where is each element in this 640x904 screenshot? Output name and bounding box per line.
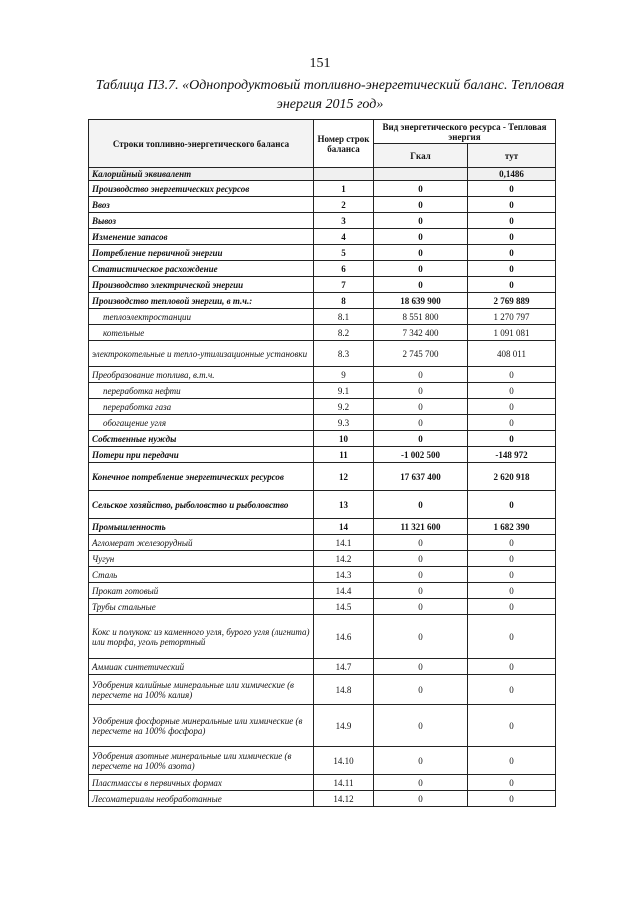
row-number: 11	[314, 447, 374, 463]
value-tut: 2 620 918	[468, 463, 556, 491]
table-row	[89, 491, 556, 519]
row-label: Вывоз	[89, 213, 314, 229]
table-row	[89, 309, 556, 325]
row-label: Удобрения калийные минеральные или химические (в пересчете на 100% калия)	[89, 675, 314, 705]
row-number: 2	[314, 197, 374, 213]
row-label: Удобрения фосфорные минеральные или химические (в пересчете на 100% фосфора)	[89, 705, 314, 747]
row-label: Трубы стальные	[89, 599, 314, 615]
value-gcal: 0	[374, 705, 468, 747]
row-label: Калорийный эквивалент	[89, 168, 314, 181]
row-label: Пластмассы в первичных формах	[89, 775, 314, 791]
table-row	[89, 383, 556, 399]
value-gcal: 0	[374, 775, 468, 791]
row-number: 14.5	[314, 599, 374, 615]
table-row	[89, 181, 556, 197]
value-tut: 0,1486	[468, 168, 556, 181]
row-label: Агломерат железорудный	[89, 535, 314, 551]
row-number: 14.7	[314, 659, 374, 675]
value-tut: 0	[468, 213, 556, 229]
value-tut: 0	[468, 583, 556, 599]
row-number: 14.6	[314, 615, 374, 659]
row-label: Промышленность	[89, 519, 314, 535]
value-tut: 0	[468, 791, 556, 807]
row-number: 14	[314, 519, 374, 535]
value-gcal: 0	[374, 747, 468, 775]
value-gcal: 0	[374, 491, 468, 519]
row-number: 8.3	[314, 341, 374, 367]
row-label: Производство энергетических ресурсов	[89, 181, 314, 197]
value-gcal: 0	[374, 567, 468, 583]
table-row	[89, 705, 556, 747]
value-gcal: 0	[374, 615, 468, 659]
row-label: Производство электрической энергии	[89, 277, 314, 293]
row-number: 14.4	[314, 583, 374, 599]
value-tut: 0	[468, 181, 556, 197]
row-number: 9	[314, 367, 374, 383]
table-row	[89, 659, 556, 675]
row-label: Потери при передачи	[89, 447, 314, 463]
value-tut: 0	[468, 551, 556, 567]
row-number: 8.1	[314, 309, 374, 325]
row-number: 9.1	[314, 383, 374, 399]
table-row	[89, 261, 556, 277]
value-gcal: 0	[374, 229, 468, 245]
value-gcal: 0	[374, 583, 468, 599]
table-row	[89, 213, 556, 229]
row-label: Кокс и полукокс из каменного угля, бурого угля (лигнита) или торфа, уголь ретортный	[89, 615, 314, 659]
row-number: 1	[314, 181, 374, 197]
table-row	[89, 277, 556, 293]
row-number: 14.12	[314, 791, 374, 807]
row-label: Конечное потребление энергетических ресурсов	[89, 463, 314, 491]
row-label: Аммиак синтетический	[89, 659, 314, 675]
row-number: 12	[314, 463, 374, 491]
value-tut: -148 972	[468, 447, 556, 463]
value-gcal: 0	[374, 383, 468, 399]
row-number: 8.2	[314, 325, 374, 341]
row-label: обогащение угля	[89, 415, 314, 431]
table-row	[89, 168, 556, 181]
row-label: Чугун	[89, 551, 314, 567]
value-gcal: 8 551 800	[374, 309, 468, 325]
row-label: электрокотельные и тепло-утилизационные установки	[89, 341, 314, 367]
header-unit-gcal: Гкал	[374, 144, 468, 168]
row-number: 14.10	[314, 747, 374, 775]
row-label: Ввоз	[89, 197, 314, 213]
table-row	[89, 615, 556, 659]
value-gcal: 0	[374, 367, 468, 383]
value-gcal: 0	[374, 431, 468, 447]
row-number: 14.9	[314, 705, 374, 747]
value-tut: 1 091 081	[468, 325, 556, 341]
value-gcal: 0	[374, 675, 468, 705]
row-number: 14.3	[314, 567, 374, 583]
value-tut: 408 011	[468, 341, 556, 367]
table-row	[89, 583, 556, 599]
value-gcal: 0	[374, 277, 468, 293]
row-label: переработка нефти	[89, 383, 314, 399]
value-tut: 0	[468, 383, 556, 399]
value-gcal: 0	[374, 213, 468, 229]
value-gcal: 0	[374, 791, 468, 807]
value-gcal: 2 745 700	[374, 341, 468, 367]
value-gcal	[374, 168, 468, 181]
value-tut: 0	[468, 675, 556, 705]
table-row	[89, 399, 556, 415]
row-label: Лесоматериалы необработанные	[89, 791, 314, 807]
table-row	[89, 747, 556, 775]
row-label: Собственные нужды	[89, 431, 314, 447]
row-label: Преобразование топлива, в.т.ч.	[89, 367, 314, 383]
row-label: теплоэлектростанции	[89, 309, 314, 325]
row-number: 6	[314, 261, 374, 277]
row-number: 13	[314, 491, 374, 519]
table-row	[89, 447, 556, 463]
table-row	[89, 325, 556, 341]
value-tut: 0	[468, 747, 556, 775]
value-gcal: 7 342 400	[374, 325, 468, 341]
row-number: 14.8	[314, 675, 374, 705]
table-row	[89, 535, 556, 551]
value-tut: 0	[468, 599, 556, 615]
row-label: Производство тепловой энергии, в т.ч.:	[89, 293, 314, 309]
value-tut: 0	[468, 229, 556, 245]
value-gcal: 0	[374, 599, 468, 615]
table-row	[89, 341, 556, 367]
energy-balance-table	[88, 119, 556, 807]
value-gcal: 0	[374, 245, 468, 261]
row-number: 5	[314, 245, 374, 261]
value-gcal: -1 002 500	[374, 447, 468, 463]
table-row	[89, 551, 556, 567]
table-row	[89, 431, 556, 447]
caption-line-1: Таблица П3.7. «Однопродуктовый топливно-энергетический баланс. Тепловая	[95, 78, 565, 93]
value-tut: 0	[468, 415, 556, 431]
row-number	[314, 168, 374, 181]
value-tut: 2 769 889	[468, 293, 556, 309]
row-label: Удобрения азотные минеральные или химические (в пересчете на 100% азота)	[89, 747, 314, 775]
value-tut: 0	[468, 567, 556, 583]
row-label: Статистическое расхождение	[89, 261, 314, 277]
row-number: 14.2	[314, 551, 374, 567]
value-gcal: 0	[374, 399, 468, 415]
value-tut: 1 270 797	[468, 309, 556, 325]
row-number: 14.11	[314, 775, 374, 791]
table-row	[89, 675, 556, 705]
value-gcal: 0	[374, 197, 468, 213]
header-rows-label: Строки топливно-энергетического баланса	[89, 120, 314, 168]
table-row	[89, 791, 556, 807]
table-caption	[95, 76, 565, 114]
table-row	[89, 245, 556, 261]
value-tut: 0	[468, 659, 556, 675]
value-gcal: 0	[374, 261, 468, 277]
table-row	[89, 197, 556, 213]
value-tut: 0	[468, 399, 556, 415]
value-gcal: 0	[374, 181, 468, 197]
value-tut: 0	[468, 277, 556, 293]
row-number: 3	[314, 213, 374, 229]
table-row	[89, 367, 556, 383]
table-row	[89, 463, 556, 491]
value-tut: 0	[468, 775, 556, 791]
value-gcal: 18 639 900	[374, 293, 468, 309]
value-gcal: 0	[374, 551, 468, 567]
page-number: 151	[309, 56, 331, 71]
table-row	[89, 599, 556, 615]
table-row	[89, 567, 556, 583]
value-tut: 0	[468, 197, 556, 213]
value-tut: 0	[468, 705, 556, 747]
caption-line-2: энергия 2015 год»	[276, 97, 384, 112]
value-tut: 0	[468, 615, 556, 659]
value-tut: 0	[468, 491, 556, 519]
value-gcal: 0	[374, 415, 468, 431]
value-gcal: 0	[374, 535, 468, 551]
value-tut: 0	[468, 245, 556, 261]
table-row	[89, 293, 556, 309]
table-row	[89, 519, 556, 535]
row-number: 7	[314, 277, 374, 293]
row-number: 8	[314, 293, 374, 309]
row-label: Прокат готовый	[89, 583, 314, 599]
value-tut: 0	[468, 535, 556, 551]
value-gcal: 11 321 600	[374, 519, 468, 535]
value-tut: 0	[468, 367, 556, 383]
row-label: Сталь	[89, 567, 314, 583]
row-number: 14.1	[314, 535, 374, 551]
row-label: Сельское хозяйство, рыболовство и рыболовство	[89, 491, 314, 519]
header-unit-tut: тут	[468, 144, 556, 168]
value-tut: 0	[468, 261, 556, 277]
value-gcal: 17 637 400	[374, 463, 468, 491]
row-label: переработка газа	[89, 399, 314, 415]
row-label: Изменение запасов	[89, 229, 314, 245]
row-number: 9.3	[314, 415, 374, 431]
value-tut: 0	[468, 431, 556, 447]
table-row	[89, 775, 556, 791]
table-row	[89, 229, 556, 245]
row-number: 10	[314, 431, 374, 447]
value-gcal: 0	[374, 659, 468, 675]
table-row	[89, 415, 556, 431]
value-tut: 1 682 390	[468, 519, 556, 535]
row-label: котельные	[89, 325, 314, 341]
header-resource-type: Вид энергетического ресурса - Тепловая энергия	[374, 120, 556, 144]
row-number: 9.2	[314, 399, 374, 415]
header-row-number: Номер строк баланса	[314, 120, 374, 168]
row-label: Потребление первичной энергии	[89, 245, 314, 261]
row-number: 4	[314, 229, 374, 245]
table-body	[89, 168, 556, 807]
